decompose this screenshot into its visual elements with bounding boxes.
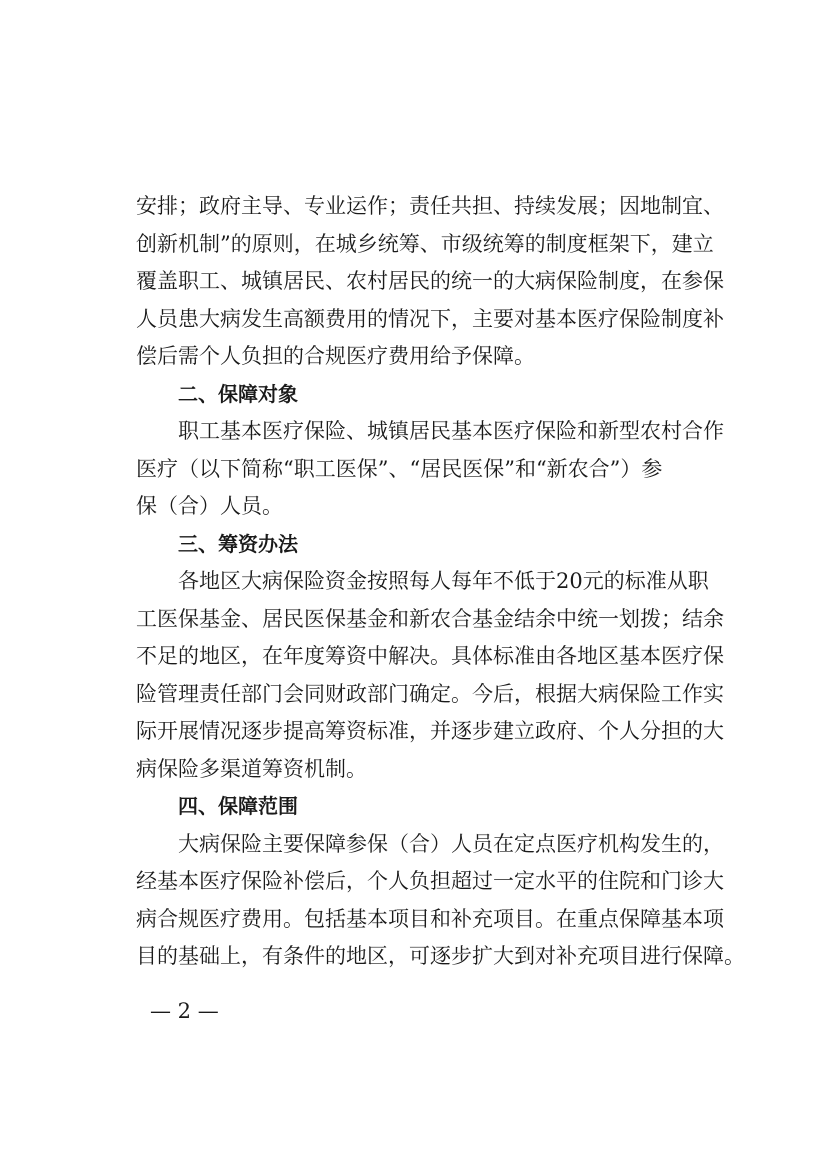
paragraph-funding [136,563,724,788]
text-line: 职工基本医疗保险、城镇居民基本医疗保险和新型农村合作 [178,419,724,443]
document-body [136,188,745,976]
section-heading-funding: 三、筹资办法 [178,531,298,556]
text-line: 覆盖职工、城镇居民、农村居民的统一的大病保险制度，在参保 [136,269,724,293]
text-line: 际开展情况逐步提高筹资标准，并逐步建立政府、个人分担的大 [136,719,724,743]
text-line: 偿后需个人负担的合规医疗费用给予保障。 [136,344,535,368]
text-line: 病合规医疗费用。包括基本项目和补充项目。在重点保障基本项 [136,906,724,931]
text-line: 大病保险主要保障参保（合）人员在定点医疗机构发生的， [178,831,724,856]
text-line: 险管理责任部门会同财政部门确定。今后，根据大病保险工作实 [136,681,724,706]
text-line: 目的基础上，有条件的地区，可逐步扩大到对补充项目进行保障。 [136,944,745,968]
section-heading-scope: 四、保障范围 [178,794,298,818]
paragraph-scope [136,826,745,976]
text-line: 不足的地区，在年度筹资中解决。具体标准由各地区基本医疗保 [136,644,724,668]
paragraph-principles [136,188,724,376]
text-line: 各地区大病保险资金按照每人每年不低于20元的标准从职 [178,569,709,593]
text-line: 安排；政府主导、专业运作；责任共担、持续发展；因地制宜、 [136,194,724,218]
text-line: 创新机制”的原则，在城乡统筹、市级统筹的制度框架下，建立 [136,231,714,256]
text-line: 保（合）人员。 [136,494,283,518]
text-line: 病保险多渠道筹资机制。 [136,756,367,781]
text-line: 医疗（以下简称“职工医保”、“居民医保”和“新农合”）参 [136,456,663,481]
text-line: 经基本医疗保险补偿后，个人负担超过一定水平的住院和门诊大 [136,869,724,893]
page-number: — 2 — [150,999,219,1023]
section-heading-coverage-targets: 二、保障对象 [178,381,298,406]
text-line: 工医保基金、居民医保基金和新农合基金结余中统一划拨；结余 [136,606,724,631]
text-line: 人员患大病发生高额费用的情况下，主要对基本医疗保险制度补 [136,306,724,331]
paragraph-coverage-targets [136,413,724,526]
